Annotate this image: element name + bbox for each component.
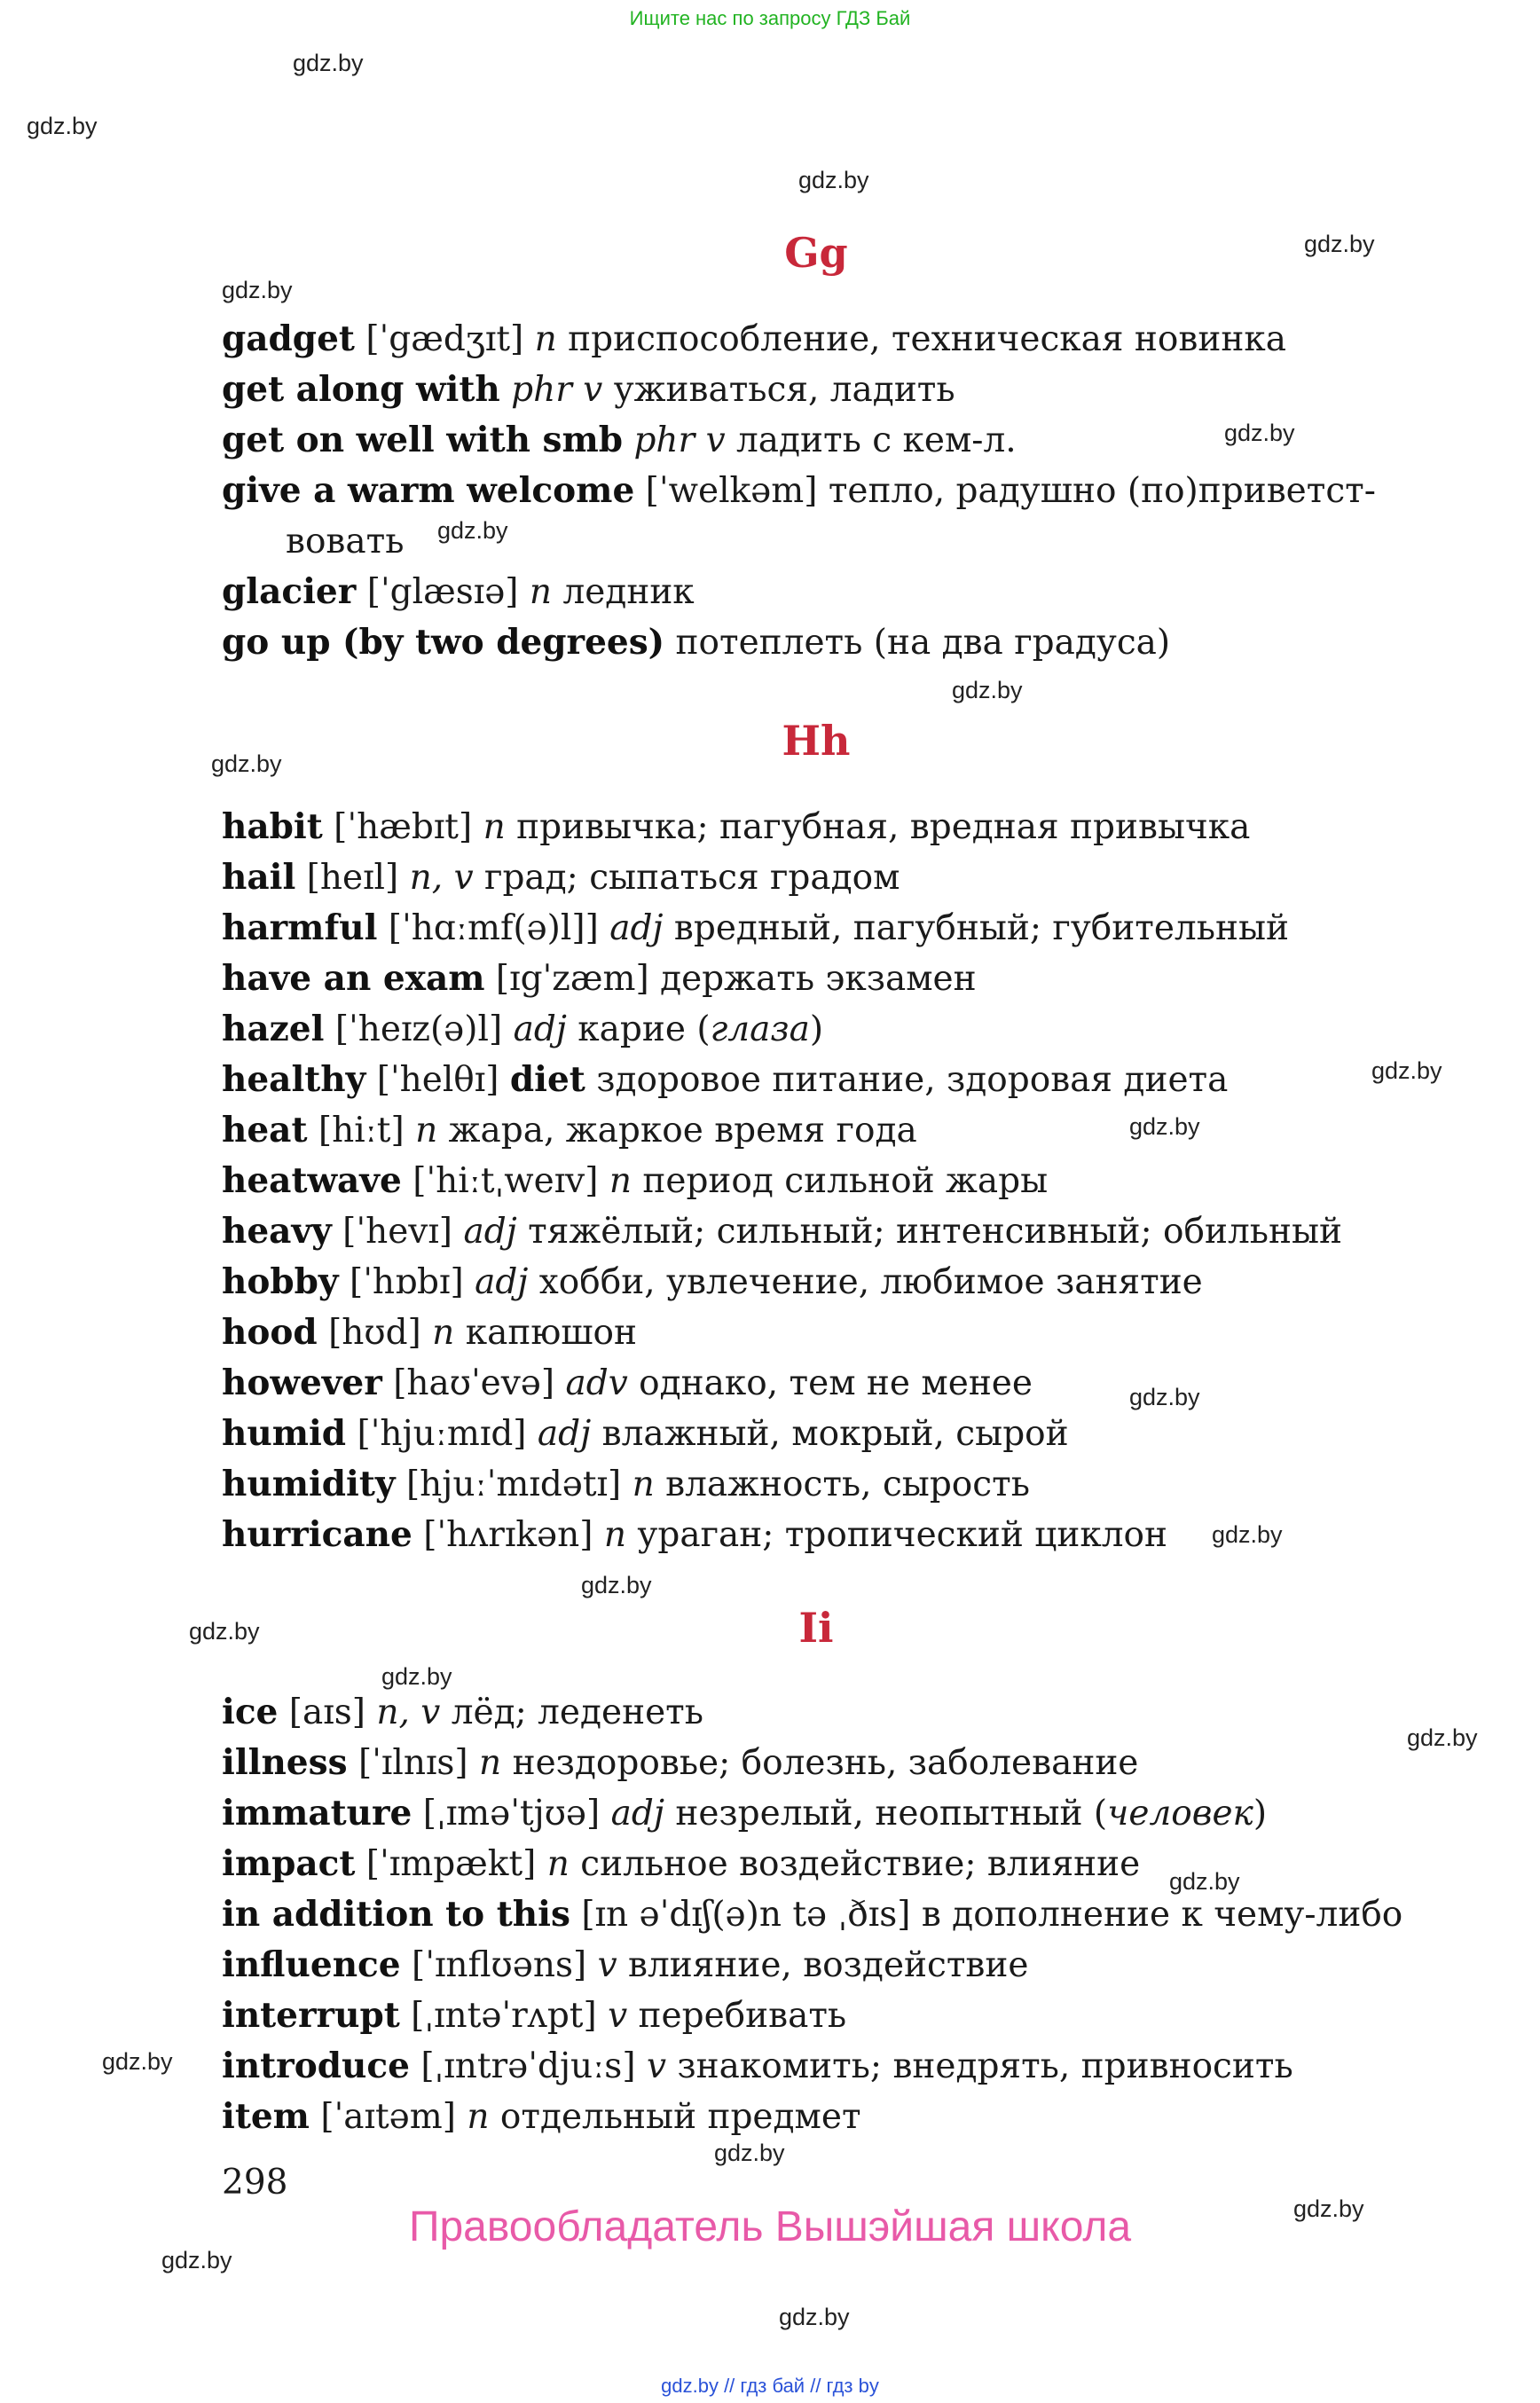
entry-harmful: harmful [ˈhɑːmf(ə)l]] adj вредный, пагубный; губительный (222, 907, 1289, 948)
entry-item: item [ˈaɪtəm] n отдельный предмет (222, 2096, 861, 2137)
entry-list-g (222, 314, 1464, 668)
section-heading-h: Hh (782, 717, 851, 765)
watermark: gdz.by (798, 167, 869, 193)
entry-introduce: introduce [ˌɪntrəˈdjuːs] v знакомить; внедрять, привносить (222, 2046, 1293, 2086)
watermark: gdz.by (222, 277, 293, 303)
page-number: 298 (222, 2163, 288, 2203)
watermark: gdz.by (1371, 1057, 1442, 1084)
entry-hurricane: hurricane [ˈhʌrɪkən] n ураган; тропический циклон (222, 1514, 1167, 1555)
watermark: gdz.by (581, 1572, 652, 1598)
watermark: gdz.by (437, 517, 508, 544)
entry-ice: ice [aɪs] n, v лёд; леденеть (222, 1692, 703, 1732)
entry-glacier: glacier [ˈglæsɪə] n ледник (222, 571, 695, 612)
rights-holder-notice: Правообладатель Вышэйшая школа (408, 2203, 1132, 2250)
entry-humidity: humidity [hjuːˈmɪdətɪ] n влажность, сырость (222, 1464, 1030, 1504)
entry-gadget: gadget [ˈgædʒɪt] n приспособление, техническая новинка (222, 318, 1286, 359)
entry-heatwave: heatwave [ˈhiːtˌweɪv] n период сильной жары (222, 1160, 1049, 1201)
entry-hobby: hobby [ˈhɒbɪ] adj хобби, увлечение, любимое занятие (222, 1261, 1203, 1302)
entry-immature: immature [ˌɪməˈtjʊə] adj незрелый, неопытный (человек) (222, 1793, 1268, 1834)
watermark: gdz.by (1129, 1113, 1200, 1140)
entry-impact: impact [ˈɪmpækt] n сильное воздействие; влияние (222, 1843, 1141, 1884)
entry-list-h (222, 802, 1464, 1560)
watermark: gdz.by (1293, 2195, 1364, 2222)
entry-have-an-exam: have an exam [ɪgˈzæm] держать экзамен (222, 958, 977, 999)
entry-get-along-with: get along with phr v уживаться, ладить (222, 369, 955, 410)
entry-go-up: go up (by two degrees) потеплеть (на два градуса) (222, 622, 1171, 663)
entry-get-on-well-with: get on well with smb phr v ладить с кем-л. (222, 420, 1017, 460)
entry-heat: heat [hiːt] n жара, жаркое время года (222, 1110, 917, 1150)
watermark: gdz.by (293, 50, 364, 76)
watermark: gdz.by (1169, 1868, 1240, 1895)
watermark: gdz.by (952, 677, 1023, 703)
entry-humid: humid [ˈhjuːmɪd] adj влажный, мокрый, сырой (222, 1413, 1069, 1454)
entry-heavy: heavy [ˈhevɪ] adj тяжёлый; сильный; интенсивный; обильный (222, 1211, 1343, 1252)
entry-give-a-warm-welcome: give a warm welcome [ˈwelkəm] тепло, радушно (по)приветст- вовать (222, 470, 1376, 561)
watermark: gdz.by (161, 2247, 232, 2273)
watermark: gdz.by (1212, 1521, 1283, 1548)
entry-interrupt: interrupt [ˌɪntəˈrʌpt] v перебивать (222, 1995, 847, 2036)
entry-habit: habit [ˈhæbɪt] n привычка; пагубная, вредная привычка (222, 806, 1251, 847)
watermark: gdz.by (1304, 231, 1375, 257)
entry-list-i (222, 1687, 1464, 2142)
watermark: gdz.by (1407, 1724, 1478, 1751)
entry-in-addition-to-this: in addition to this [ɪn əˈdɪʃ(ə)n tə ˌðɪs] в дополнение к чему-либо (222, 1894, 1403, 1935)
section-heading-i: Ii (798, 1604, 834, 1652)
watermark: gdz.by (27, 113, 98, 139)
entry-however: however [haʊˈevə] adv однако, тем не менее (222, 1362, 1033, 1403)
watermark: gdz.by (1224, 420, 1295, 446)
watermark: gdz.by (211, 750, 282, 777)
top-search-banner[interactable]: Ищите нас по запросу ГДЗ Бай (629, 7, 911, 29)
entry-influence: influence [ˈɪnflʊəns] v влияние, воздействие (222, 1944, 1029, 1985)
entry-hail: hail [heɪl] n, v град; сыпаться градом (222, 857, 900, 898)
watermark: gdz.by (714, 2140, 785, 2166)
watermark: gdz.by (102, 2048, 173, 2075)
entry-hood: hood [hʊd] n капюшон (222, 1312, 638, 1353)
entry-healthy-diet: healthy [ˈhelθɪ] diet здоровое питание, здоровая диета (222, 1059, 1229, 1100)
entry-hazel: hazel [ˈheɪz(ə)l] adj карие (глаза) (222, 1009, 824, 1049)
watermark: gdz.by (1129, 1384, 1200, 1410)
watermark: gdz.by (189, 1618, 260, 1645)
bottom-site-links[interactable]: gdz.by // гдз бай // гдз by (661, 2375, 879, 2397)
entry-illness: illness [ˈɪlnɪs] n нездоровье; болезнь, заболевание (222, 1742, 1139, 1783)
watermark: gdz.by (779, 2304, 850, 2330)
watermark: gdz.by (381, 1663, 452, 1690)
section-heading-g: Gg (784, 229, 848, 277)
